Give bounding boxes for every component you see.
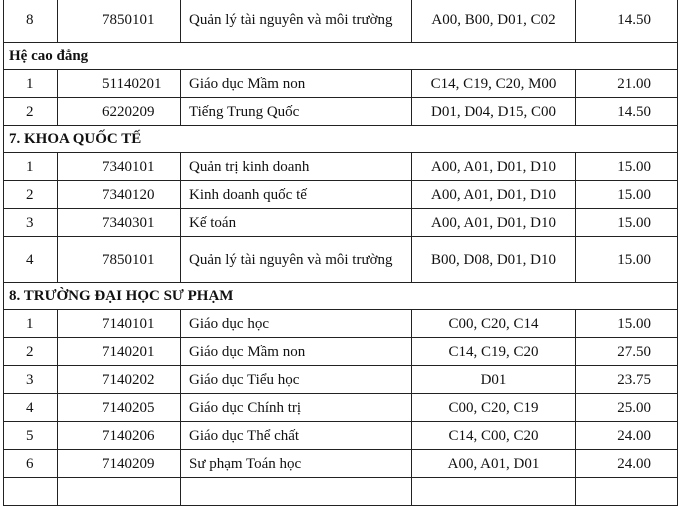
program-name-cell: Giáo dục học xyxy=(181,310,412,338)
score-cell: 27.50 xyxy=(576,338,678,366)
admission-score-table xyxy=(3,0,678,506)
section-title: 7. KHOA QUỐC TẾ xyxy=(4,126,678,153)
score-cell: 21.00 xyxy=(576,70,678,98)
subject-combination-cell: D01, D04, D15, C00 xyxy=(412,98,576,126)
program-name-cell: Giáo dục Chính trị xyxy=(181,394,412,422)
section-title: Hệ cao đẳng xyxy=(4,43,678,70)
subject-combination-cell: C14, C00, C20 xyxy=(412,422,576,450)
program-code-cell: 7340101 xyxy=(58,153,181,181)
program-code-cell xyxy=(58,478,181,506)
table-row xyxy=(4,70,678,98)
table-row xyxy=(4,98,678,126)
program-code-cell: 6220209 xyxy=(58,98,181,126)
program-code-cell: 7140209 xyxy=(58,450,181,478)
subject-combination-cell xyxy=(412,478,576,506)
score-cell: 23.75 xyxy=(576,366,678,394)
subject-combination-cell: A00, A01, D01 xyxy=(412,450,576,478)
table-row xyxy=(4,310,678,338)
program-name-cell: Kinh doanh quốc tế xyxy=(181,181,412,209)
program-name-cell xyxy=(181,478,412,506)
program-code-cell: 7140202 xyxy=(58,366,181,394)
section-header-row xyxy=(4,283,678,310)
program-code-cell: 7140206 xyxy=(58,422,181,450)
score-cell: 24.00 xyxy=(576,422,678,450)
stt-cell xyxy=(4,478,58,506)
program-name-cell: Giáo dục Tiểu học xyxy=(181,366,412,394)
score-cell: 14.50 xyxy=(576,0,678,43)
table-row xyxy=(4,422,678,450)
stt-cell: 4 xyxy=(4,237,58,283)
score-cell: 15.00 xyxy=(576,310,678,338)
program-name-cell: Kế toán xyxy=(181,209,412,237)
table-row xyxy=(4,478,678,506)
subject-combination-cell: A00, A01, D01, D10 xyxy=(412,209,576,237)
program-code-cell: 7140101 xyxy=(58,310,181,338)
section-header-row xyxy=(4,126,678,153)
program-name-cell: Tiếng Trung Quốc xyxy=(181,98,412,126)
program-code-cell: 7140205 xyxy=(58,394,181,422)
stt-cell: 1 xyxy=(4,70,58,98)
subject-combination-cell: C14, C19, C20, M00 xyxy=(412,70,576,98)
stt-cell: 2 xyxy=(4,338,58,366)
program-name-cell: Giáo dục Mầm non xyxy=(181,70,412,98)
table-row xyxy=(4,209,678,237)
section-title: 8. TRƯỜNG ĐẠI HỌC SƯ PHẠM xyxy=(4,283,678,310)
program-name-cell: Quản trị kinh doanh xyxy=(181,153,412,181)
table-row xyxy=(4,153,678,181)
table-row xyxy=(4,366,678,394)
program-name-cell: Sư phạm Toán học xyxy=(181,450,412,478)
score-cell: 14.50 xyxy=(576,98,678,126)
subject-combination-cell: A00, A01, D01, D10 xyxy=(412,153,576,181)
program-code-cell: 7140201 xyxy=(58,338,181,366)
stt-cell: 2 xyxy=(4,98,58,126)
score-cell: 25.00 xyxy=(576,394,678,422)
stt-cell: 8 xyxy=(4,0,58,43)
score-cell: 15.00 xyxy=(576,153,678,181)
subject-combination-cell: A00, B00, D01, C02 xyxy=(412,0,576,43)
table-row xyxy=(4,450,678,478)
stt-cell: 1 xyxy=(4,153,58,181)
program-code-cell: 7340120 xyxy=(58,181,181,209)
program-name-cell: Giáo dục Thể chất xyxy=(181,422,412,450)
program-code-cell: 51140201 xyxy=(58,70,181,98)
subject-combination-cell: C00, C20, C14 xyxy=(412,310,576,338)
program-code-cell: 7850101 xyxy=(58,0,181,43)
table-row xyxy=(4,181,678,209)
score-cell: 24.00 xyxy=(576,450,678,478)
score-cell: 15.00 xyxy=(576,209,678,237)
stt-cell: 3 xyxy=(4,209,58,237)
table-row xyxy=(4,0,678,43)
stt-cell: 3 xyxy=(4,366,58,394)
stt-cell: 4 xyxy=(4,394,58,422)
table-row xyxy=(4,338,678,366)
stt-cell: 5 xyxy=(4,422,58,450)
subject-combination-cell: A00, A01, D01, D10 xyxy=(412,181,576,209)
stt-cell: 2 xyxy=(4,181,58,209)
subject-combination-cell: B00, D08, D01, D10 xyxy=(412,237,576,283)
table-row xyxy=(4,237,678,283)
program-code-cell: 7340301 xyxy=(58,209,181,237)
score-cell xyxy=(576,478,678,506)
subject-combination-cell: C00, C20, C19 xyxy=(412,394,576,422)
table-body xyxy=(4,0,678,506)
program-name-cell: Quản lý tài nguyên và môi trường xyxy=(181,237,412,283)
stt-cell: 1 xyxy=(4,310,58,338)
subject-combination-cell: D01 xyxy=(412,366,576,394)
score-cell: 15.00 xyxy=(576,237,678,283)
program-code-cell: 7850101 xyxy=(58,237,181,283)
score-cell: 15.00 xyxy=(576,181,678,209)
stt-cell: 6 xyxy=(4,450,58,478)
subject-combination-cell: C14, C19, C20 xyxy=(412,338,576,366)
program-name-cell: Quản lý tài nguyên và môi trường xyxy=(181,0,412,43)
table-row xyxy=(4,394,678,422)
program-name-cell: Giáo dục Mầm non xyxy=(181,338,412,366)
section-header-row xyxy=(4,43,678,70)
